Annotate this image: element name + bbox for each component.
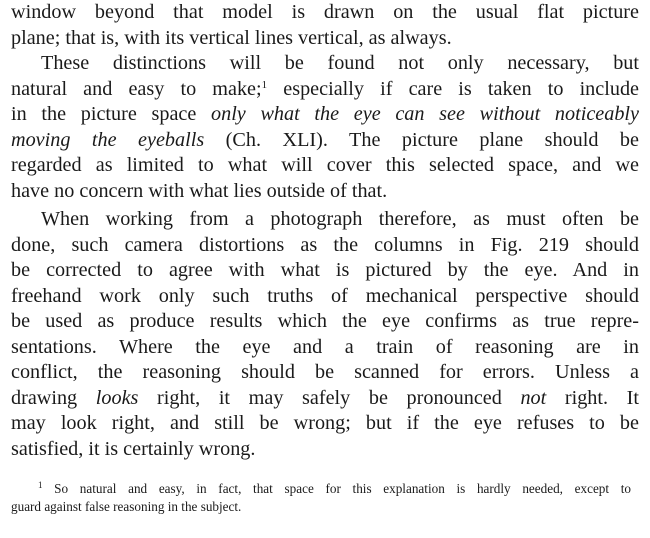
- text-line: natural and easy to make;$^1$ especially if care is taken to include: [11, 77, 639, 100]
- text-line: sentations. Where the eye and a train of reasoning are in: [11, 335, 639, 358]
- text-line: window beyond that model is drawn on the usual flat picture: [11, 1, 639, 23]
- text-line: be corrected to agree with what is pictured by the eye. And in: [11, 259, 639, 281]
- text-line: moving the eyeballs (Ch. XLI). The picture plane should be: [11, 128, 639, 151]
- footnote-line: $^1$ So natural and easy, in fact, that space for this explanation is hardly needed, except to: [38, 480, 631, 496]
- text-line: satisfied, it is certainly wrong.: [11, 437, 256, 460]
- text-line: done, such camera distortions as the columns in Fig. 219 should: [11, 233, 639, 256]
- footnote-line: guard against false reasoning in the subject.: [11, 499, 242, 514]
- text-line: These distinctions will be found not only necessary, but: [41, 52, 639, 74]
- text-line: in the picture space only what the eye can see without noticeably: [11, 103, 639, 125]
- book-page-text: [11, 0, 639, 462]
- footnote-marker: 1: [261, 78, 268, 91]
- text-line: regarded as limited to what will cover this selected space, and we: [11, 154, 639, 176]
- text-line: be used as produce results which the eye confirms as true repre-: [11, 310, 639, 332]
- text-line: have no concern with what lies outside of that.: [11, 179, 388, 202]
- footnote: [11, 480, 631, 516]
- text-line: may look right, and still be wrong; but if the eye refuses to be: [11, 412, 639, 434]
- text-line: When working from a photograph therefore, as must often be: [41, 208, 639, 230]
- text-line: conflict, the reasoning should be scanned for errors. Unless a: [11, 361, 639, 383]
- text-line: drawing looks right, it may safely be pronounced not right. It: [11, 386, 639, 409]
- footnote-marker: 1: [38, 480, 43, 490]
- text-line: plane; that is, with its vertical lines vertical, as always.: [11, 26, 452, 49]
- text-line: freehand work only such truths of mechanical perspective should: [11, 284, 639, 307]
